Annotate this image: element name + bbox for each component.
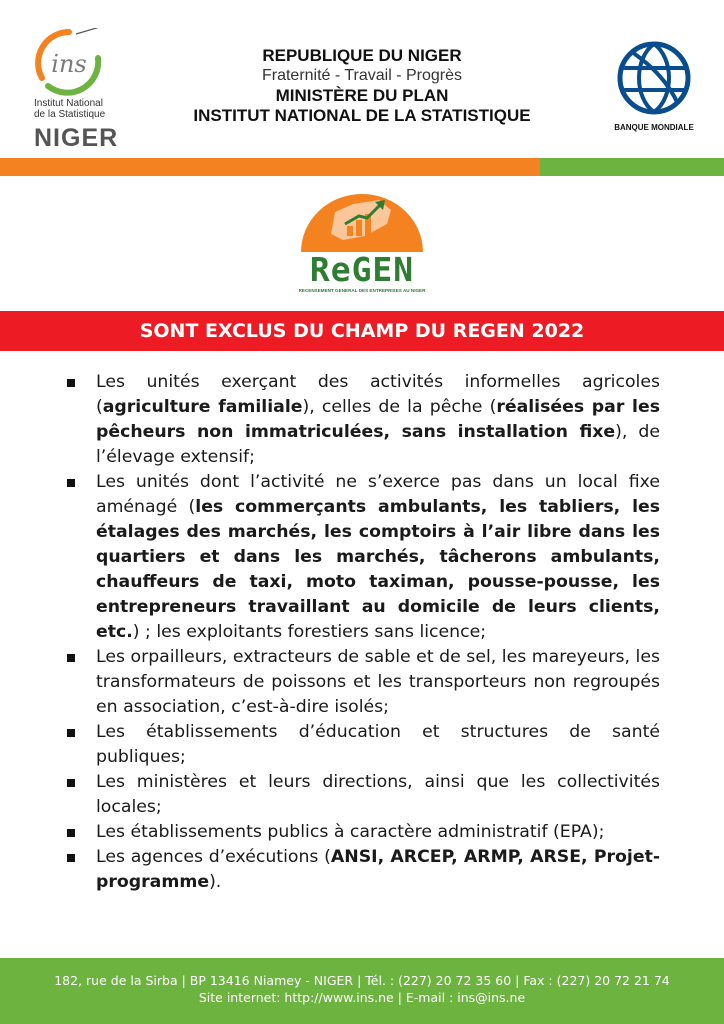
worldbank-logo bbox=[612, 38, 696, 138]
ins-ring-icon bbox=[34, 28, 104, 98]
list-item bbox=[62, 770, 660, 820]
ins-logo bbox=[24, 24, 134, 154]
growth-chart-icon bbox=[295, 190, 429, 254]
list-item-text: ) ; les exploitants forestiers sans licence; bbox=[132, 622, 487, 642]
section-title-banner: SONT EXCLUS DU CHAMP DU REGEN 2022 bbox=[0, 311, 724, 351]
worldbank-label: BANQUE MONDIALE bbox=[614, 123, 694, 132]
list-item bbox=[62, 720, 660, 770]
ins-country: NIGER bbox=[34, 124, 119, 152]
bullet-icon bbox=[67, 729, 75, 737]
list-item bbox=[62, 370, 660, 470]
regen-subtitle: RECENSEMENT GENERAL DES ENTREPRISES AU NIGER bbox=[298, 288, 426, 293]
ins-name bbox=[34, 98, 105, 120]
ins-name-line1: Institut National bbox=[34, 98, 103, 109]
list-item-text: Les unités dont l’activité ne s’exerce pas dans un local fixe aménagé ( bbox=[96, 472, 660, 517]
list-item-bold-text: les commerçants ambulants, les tabliers, les étalages des marchés, les comptoirs à l’air libre dans les quartiers et dans les marchés, tâcherons ambulants, chauffeurs de taxi, moto taximan, pousse-pousse, les entrepreneurs travaillant au domicile de leurs clients, etc. bbox=[96, 497, 661, 642]
list-item bbox=[62, 845, 660, 895]
page-footer bbox=[0, 958, 724, 1024]
regen-logo bbox=[295, 190, 429, 302]
list-item-text: Les établissements d’éducation et structures de santé publiques; bbox=[96, 722, 660, 767]
list-item-text: ), de l’élevage extensif; bbox=[96, 422, 660, 467]
motto: Fraternité - Travail - Progrès bbox=[261, 67, 463, 84]
list-item-bold-text: réalisées par les pêcheurs non immatriculées, sans installation fixe bbox=[96, 397, 660, 442]
globe-icon bbox=[612, 38, 696, 122]
list-item bbox=[62, 645, 660, 720]
regen-wordmark: ReGEN bbox=[309, 250, 415, 289]
exclusion-list bbox=[62, 370, 660, 895]
ministry-title: MINISTÈRE DU PLAN bbox=[275, 86, 449, 105]
bullet-icon bbox=[67, 654, 75, 662]
list-item-bold-text: agriculture familiale bbox=[102, 397, 303, 417]
republic-title: REPUBLIQUE DU NIGER bbox=[262, 46, 462, 65]
header-bar-green bbox=[540, 158, 724, 176]
header-bar-orange bbox=[0, 158, 540, 176]
bullet-icon bbox=[67, 379, 75, 387]
list-item-text: ), celles de la pêche ( bbox=[302, 397, 497, 417]
list-item-bold-text: ANSI, ARCEP, ARMP, ARSE, Projet-programme bbox=[96, 847, 661, 892]
header-titles bbox=[140, 46, 584, 126]
page-header bbox=[0, 0, 724, 160]
list-item bbox=[62, 820, 660, 845]
list-item-text: Les établissements publics à caractère administratif (EPA); bbox=[96, 822, 605, 842]
bullet-icon bbox=[67, 779, 75, 787]
list-item-text: Les agences d’exécutions ( bbox=[96, 847, 331, 867]
institute-title: INSTITUT NATIONAL DE LA STATISTIQUE bbox=[193, 106, 531, 125]
footer-address: 182, rue de la Sirba | BP 13416 Niamey - NIGER | Tél. : (227) 20 72 35 60 | Fax : (227) 20 72 21 74 bbox=[54, 973, 670, 988]
list-item-text: Les orpailleurs, extracteurs de sable et de sel, les mareyeurs, les transformateurs de poissons et les transporteurs non regroupés en association, c’est-à-dire isolés; bbox=[96, 647, 660, 717]
list-item-text: ). bbox=[209, 872, 222, 892]
list-item bbox=[62, 470, 660, 645]
list-item-text: Les ministères et leurs directions, ainsi que les collectivités locales; bbox=[96, 772, 660, 817]
footer-contact: Site internet: http://www.ins.ne | E-mail : ins@ins.ne bbox=[198, 990, 526, 1005]
ins-name-line2: de la Statistique bbox=[34, 109, 106, 120]
bullet-icon bbox=[67, 854, 75, 862]
bullet-icon bbox=[67, 479, 75, 487]
ins-letters: ins bbox=[51, 50, 87, 78]
list-item-text: Les unités exerçant des activités informelles agricoles ( bbox=[96, 372, 660, 417]
bullet-icon bbox=[67, 829, 75, 837]
